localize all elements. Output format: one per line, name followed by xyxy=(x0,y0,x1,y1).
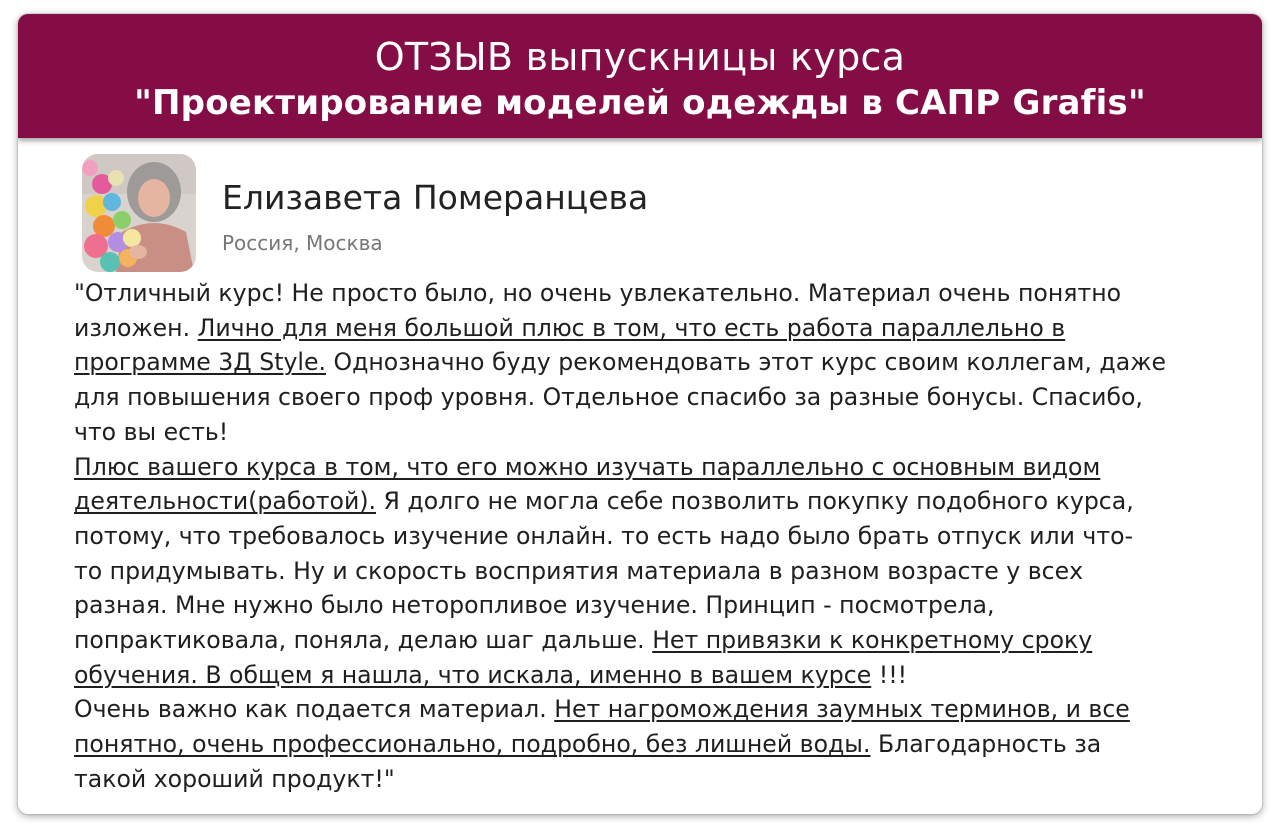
review-segment: !!! xyxy=(871,660,908,689)
review-highlight: Плюс вашего курса в том, что его можно изучать параллельно с основным видом xyxy=(74,452,1101,481)
review-segment: потому, что требовалось изучение онлайн. то есть надо было брать отпуск или что- xyxy=(74,521,1134,550)
review-segment: "Отличный курс! Не просто было, но очень увлекательно. Материал очень понятно xyxy=(74,279,1122,307)
review-line xyxy=(74,519,1234,554)
author-avatar xyxy=(82,154,196,272)
review-segment: Однозначно буду рекомендовать этот курс своим коллегам, даже xyxy=(326,348,1166,377)
review-line xyxy=(74,692,1234,727)
avatar-photo xyxy=(82,154,196,272)
author-location: Россия, Москва xyxy=(222,231,383,255)
review-line xyxy=(74,380,1234,415)
review-segment: Очень важно как подается материал. xyxy=(74,695,555,724)
author-name: Елизавета Померанцева xyxy=(222,178,649,217)
review-highlight: Нет нагромождения заумных терминов, и все xyxy=(554,695,1130,724)
review-segment: Я долго не могла себе позволить покупку подобного курса, xyxy=(376,487,1134,516)
review-segment: то придумывать. Ну и скорость восприятия материала в разном возрасте у всех xyxy=(74,556,1084,585)
review-segment: что вы есть! xyxy=(74,417,229,446)
review-highlight: обучения. В общем я нашла, что искала, именно в вашем курсе xyxy=(74,660,872,689)
review-highlight: Нет привязки к конкретному сроку xyxy=(652,626,1093,655)
review-highlight: Лично для меня большой плюс в том, что есть работа параллельно в xyxy=(197,313,1066,342)
review-line xyxy=(74,762,1234,797)
review-highlight: понятно, очень профессионально, подробно, без лишней воды. xyxy=(74,730,871,759)
review-line xyxy=(74,450,1234,485)
review-line xyxy=(74,727,1234,762)
review-line xyxy=(74,311,1234,346)
review-highlight: программе 3Д Style. xyxy=(74,348,326,377)
review-line xyxy=(74,484,1234,519)
review-line xyxy=(74,588,1234,623)
review-line xyxy=(74,623,1234,658)
review-card xyxy=(18,14,1262,814)
review-line xyxy=(74,345,1234,380)
review-segment: разная. Мне нужно было неторопливое изучение. Принцип - посмотрела, xyxy=(74,591,995,620)
review-line xyxy=(74,658,1234,693)
banner-title: ОТЗЫВ выпускницы курса xyxy=(374,35,906,79)
review-line xyxy=(74,415,1234,450)
banner-course-name: "Проектирование моделей одежды в САПР Grafis" xyxy=(134,83,1146,123)
review-segment: Благодарность за xyxy=(870,730,1102,759)
review-text xyxy=(74,276,1234,797)
header-banner xyxy=(18,14,1262,138)
review-line xyxy=(74,554,1234,589)
review-segment: такой хороший продукт!" xyxy=(74,764,395,793)
review-segment: для повышения своего проф уровня. Отдельное спасибо за разные бонусы. Спасибо, xyxy=(74,383,1143,412)
review-segment: попрактиковала, поняла, делаю шаг дальше. xyxy=(74,626,653,655)
review-highlight: деятельности(работой). xyxy=(74,487,377,516)
review-line xyxy=(74,276,1234,311)
review-segment: изложен. xyxy=(74,313,198,342)
